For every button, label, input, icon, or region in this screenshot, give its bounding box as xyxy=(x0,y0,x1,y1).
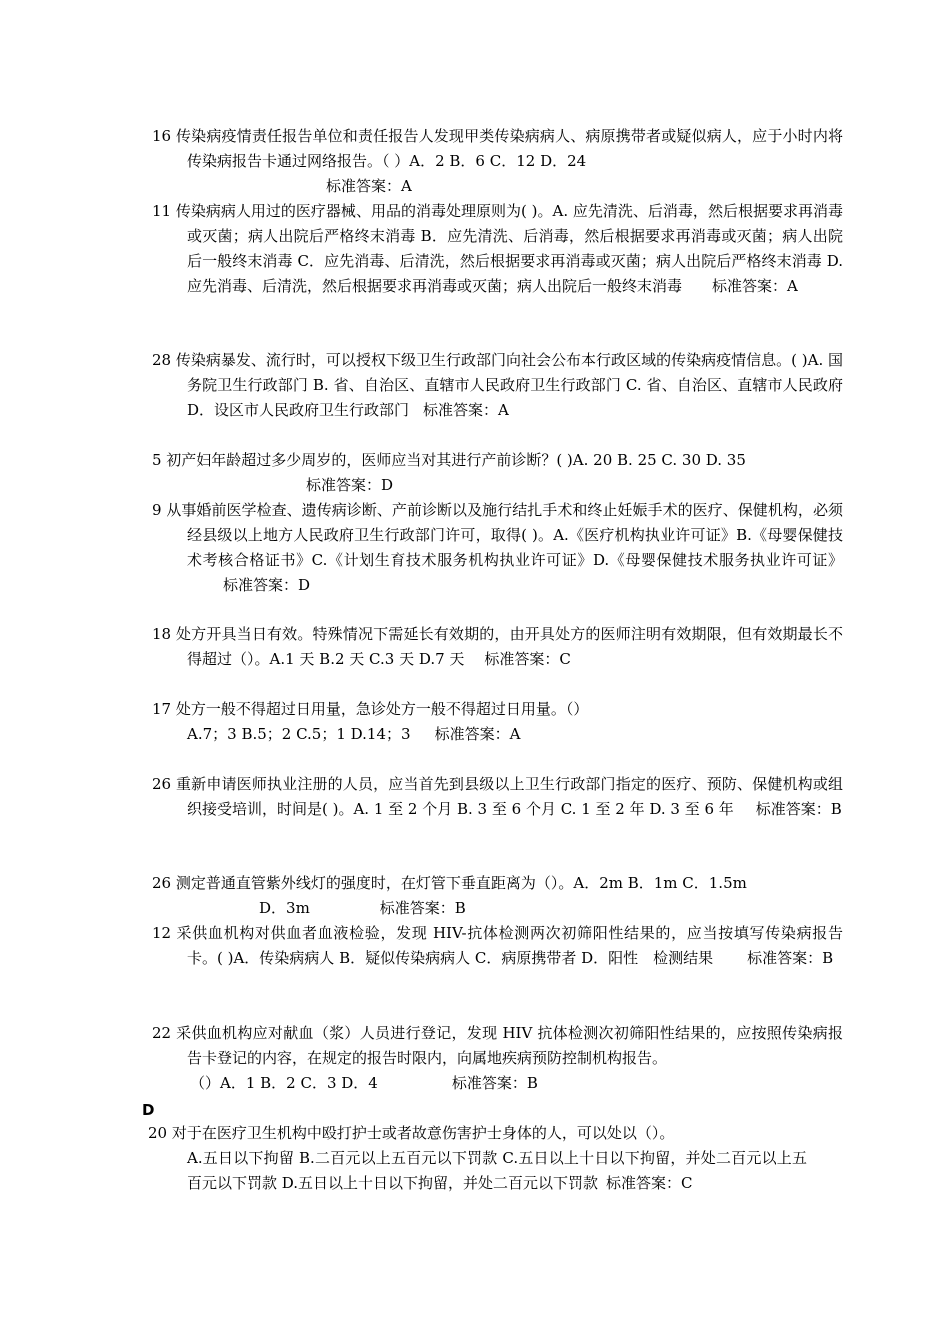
question-20 xyxy=(148,1121,839,1146)
question-text: 16 传染病疫情责任报告单位和责任报告人发现甲类传染病病人、病原携带者或疑似病人，应于小时内将传染病报告卡通过网络报告。（ ）A．2 B．6 C．12 D．24 xyxy=(152,127,843,170)
answer-28: 标准答案：A xyxy=(423,401,509,419)
question-20-options xyxy=(187,1146,807,1196)
answer-9: 标准答案：D xyxy=(223,576,311,594)
question-26-uv-options xyxy=(259,896,466,921)
question-text: 26 测定普通直管紫外线灯的强度时，在灯管下垂直距离为（）。A．2m B．1m C．1.5m xyxy=(152,874,747,892)
question-22-options xyxy=(190,1071,538,1096)
section-mark: D xyxy=(142,1101,155,1119)
answer-11: 标准答案：A xyxy=(712,277,798,295)
question-text: 22 采供血机构应对献血（浆）人员进行登记，发现 HIV 抗体检测次初筛阳性结果的，应按照传染病报告卡登记的内容，在规定的报告时限内，向属地疾病预防控制机构报告。 xyxy=(152,1024,843,1067)
question-text: 11 传染病病人用过的医疗器械、用品的消毒处理原则为( )。A. 应先清洗、后消毒，然后根据要求再消毒或灭菌；病人出院后严格终末消毒 B．应先清洗、后消毒，然后根据要求再消毒或灭菌；病人出院后一般终末消毒 C．应先消毒、后清洗，然后根据要求再消毒或灭菌；病人出院后严格终末消毒 D. 应先消毒、后清洗，然后根据要求再消毒或灭菌；病人出院后一般终末消毒 xyxy=(152,202,843,295)
question-5 xyxy=(152,448,843,473)
question-17-options xyxy=(187,722,520,747)
answer-16: 标准答案：A xyxy=(326,177,412,195)
question-text: 12 采供血机构对供血者血液检验，发现 HIV-抗体检测两次初筛阳性结果的，应当按填写传染病报告卡。( )A．传染病病人 B．疑似传染病病人 C．病原携带者 D．阳性 检测结果 xyxy=(152,924,843,967)
answer-22: 标准答案：B xyxy=(451,1074,538,1092)
answer-18: 标准答案：C xyxy=(484,650,571,668)
question-28 xyxy=(152,348,843,423)
question-17 xyxy=(152,697,843,722)
question-text: 20 对于在医疗卫生机构中殴打护士或者故意伤害护士身体的人，可以处以（）。 xyxy=(148,1124,675,1142)
question-text: 5 初产妇年龄超过多少周岁的，医师应当对其进行产前诊断？( )A. 20 B. 25 C. 30 D. 35 xyxy=(152,451,746,469)
question-16 xyxy=(152,124,843,174)
question-26-training xyxy=(152,772,843,822)
question-18 xyxy=(152,622,843,672)
options-text: A.7；3 B.5；2 C.5；1 D.14；3 xyxy=(187,725,411,743)
options-text: （）A．1 B．2 C．3 D．4 xyxy=(190,1074,378,1092)
options-text: A.五日以下拘留 B.二百元以上五百元以下罚款 C.五日以上十日以下拘留，并处二百元以上五百元以下罚款 D.五日以上十日以下拘留，并处二百元以下罚款 xyxy=(187,1149,807,1192)
question-11 xyxy=(152,199,843,299)
question-text: 28 传染病暴发、流行时，可以授权下级卫生行政部门向社会公布本行政区域的传染病疫情信息。( )A. 国务院卫生行政部门 B. 省、自治区、直辖市人民政府卫生行政部门 C. 省、自治区、直辖市人民政府 D．设区市人民政府卫生行政部门 xyxy=(152,351,843,419)
answer-26-uv: 标准答案：B xyxy=(379,899,466,917)
question-text: 9 从事婚前医学检查、遗传病诊断、产前诊断以及施行结扎手术和终止妊娠手术的医疗、保健机构，必须经县级以上地方人民政府卫生行政部门许可，取得( )。A.《医疗机构执业许可证》B.《母婴保健技术考核合格证书》C.《计划生育技术服务机构执业许可证》D.《母婴保健技术服务执业许可证》 xyxy=(152,501,843,569)
answer-17: 标准答案：A xyxy=(434,725,521,743)
options-text: D．3m xyxy=(259,899,310,917)
question-12 xyxy=(152,921,843,971)
question-9 xyxy=(152,498,843,598)
question-22 xyxy=(152,1021,843,1071)
answer-20: 标准答案：C xyxy=(606,1174,693,1192)
answer-12: 标准答案：B xyxy=(747,949,834,967)
question-text: 18 处方开具当日有效。特殊情况下需延长有效期的，由开具处方的医师注明有效期限，但有效期最长不得超过（）。A.1 天 B.2 天 C.3 天 D.7 天 xyxy=(152,625,843,668)
question-26-uv xyxy=(152,871,843,896)
question-text: 26 重新申请医师执业注册的人员，应当首先到县级以上卫生行政部门指定的医疗、预防、保健机构或组织接受培训，时间是( )。A. 1 至 2 个月 B. 3 至 6 个月 C. 1 至 2 年 D. 3 至 6 年 xyxy=(152,775,843,818)
answer-26-training: 标准答案：B xyxy=(755,800,842,818)
question-text: 17 处方一般不得超过日用量，急诊处方一般不得超过日用量。（） xyxy=(152,700,589,718)
answer-5: 标准答案：D xyxy=(306,476,394,494)
